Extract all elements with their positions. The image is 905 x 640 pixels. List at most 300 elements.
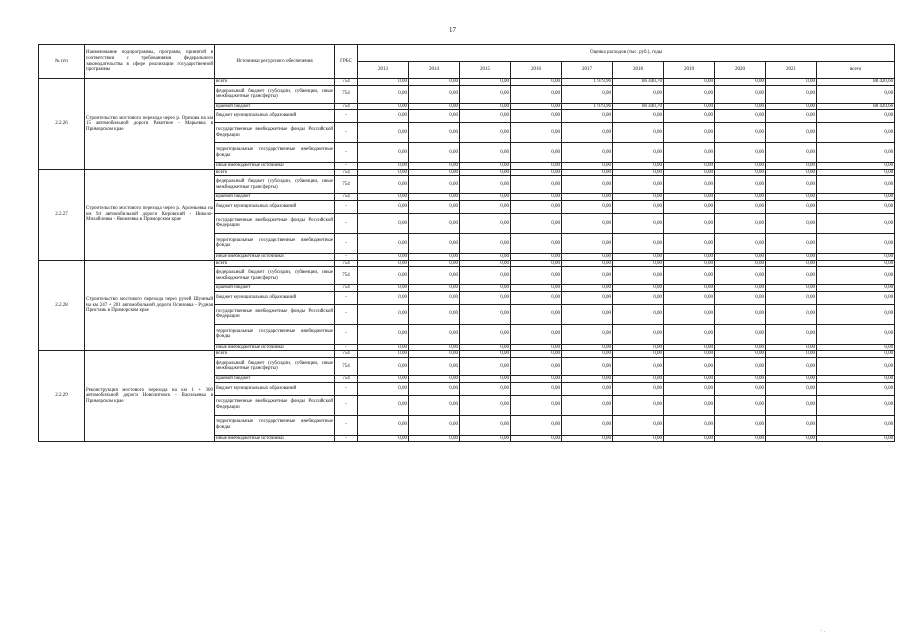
funding-source: государственные внебюджетные фонды Российской Федерации: [215, 213, 335, 233]
header-year: 2021: [766, 62, 817, 79]
amount-cell: 0,00: [613, 382, 664, 395]
amount-cell: 0,00: [766, 260, 817, 267]
amount-cell: 0,00: [511, 200, 562, 213]
grbs-code: 754: [335, 169, 358, 176]
amount-cell: 0,00: [358, 324, 409, 344]
amount-cell: 0,00: [358, 200, 409, 213]
funding-source: всего: [215, 351, 335, 358]
grbs-code: 754: [335, 285, 358, 292]
amount-cell: 0,00: [460, 304, 511, 324]
amount-cell: 0,00: [766, 110, 817, 123]
amount-cell: 0,00: [409, 375, 460, 382]
amount-cell: 0,00: [460, 291, 511, 304]
amount-cell: 0,00: [409, 351, 460, 358]
amount-cell: 0,00: [460, 324, 511, 344]
amount-cell: 0,00: [715, 103, 766, 110]
amount-cell: 0,00: [562, 123, 613, 143]
funding-source: бюджет муниципальных образований: [215, 382, 335, 395]
funding-source: территориальные государственные внебюджетные фонды: [215, 324, 335, 344]
funding-source: бюджет муниципальных образований: [215, 110, 335, 123]
amount-cell: 0,00: [817, 382, 895, 395]
amount-cell: 0,00: [715, 163, 766, 170]
table-row: [39, 260, 895, 267]
grbs-code: -: [335, 213, 358, 233]
amount-cell: 0,00: [460, 194, 511, 201]
amount-cell: 0,00: [562, 395, 613, 415]
amount-cell: 0,00: [358, 415, 409, 435]
amount-cell: 0,00: [358, 176, 409, 194]
amount-cell: 0,00: [460, 267, 511, 285]
amount-cell: 0,00: [766, 285, 817, 292]
amount-cell: 0,00: [358, 213, 409, 233]
amount-cell: 0,00: [511, 233, 562, 253]
amount-cell: 0,00: [511, 103, 562, 110]
amount-cell: 0,00: [715, 285, 766, 292]
amount-cell: 0,00: [358, 285, 409, 292]
amount-cell: 0,00: [817, 395, 895, 415]
funding-source: федеральный бюджет (субсидии, субвенции, иные межбюджетные трансферты): [215, 176, 335, 194]
amount-cell: 0,00: [409, 79, 460, 86]
amount-cell: 0,00: [358, 435, 409, 442]
amount-cell: 0,00: [817, 351, 895, 358]
header-estimate: Оценка расходов (тыс. руб.), годы: [358, 45, 895, 62]
amount-cell: 0,00: [460, 163, 511, 170]
amount-cell: 0,00: [409, 176, 460, 194]
amount-cell: 1 979,96: [562, 79, 613, 86]
amount-cell: 0,00: [766, 267, 817, 285]
amount-cell: 0,00: [715, 200, 766, 213]
amount-cell: 0,00: [766, 123, 817, 143]
header-year: 2020: [715, 62, 766, 79]
amount-cell: 0,00: [358, 375, 409, 382]
grbs-code: -: [335, 233, 358, 253]
grbs-code: 754: [335, 260, 358, 267]
amount-cell: 0,00: [613, 123, 664, 143]
table-header: [39, 45, 895, 79]
amount-cell: 0,00: [817, 194, 895, 201]
amount-cell: 0,00: [562, 304, 613, 324]
amount-cell: 0,00: [664, 253, 715, 260]
amount-cell: 0,00: [358, 357, 409, 375]
amount-cell: 0,00: [766, 103, 817, 110]
header-year: 2018: [613, 62, 664, 79]
amount-cell: 0,00: [613, 357, 664, 375]
amount-cell: 0,00: [613, 351, 664, 358]
amount-cell: 0,00: [766, 324, 817, 344]
amount-cell: 0,00: [766, 291, 817, 304]
amount-cell: 0,00: [358, 79, 409, 86]
amount-cell: 0,00: [664, 324, 715, 344]
amount-cell: 0,00: [766, 169, 817, 176]
amount-cell: 0,00: [409, 163, 460, 170]
amount-cell: 0,00: [613, 285, 664, 292]
amount-cell: 0,00: [664, 110, 715, 123]
grbs-code: -: [335, 253, 358, 260]
amount-cell: 0,00: [817, 200, 895, 213]
grbs-code: -: [335, 200, 358, 213]
header-year: 2017: [562, 62, 613, 79]
amount-cell: 0,00: [715, 304, 766, 324]
funding-source: краевой бюджет: [215, 103, 335, 110]
amount-cell: 0,00: [664, 344, 715, 351]
funding-source: федеральный бюджет (субсидии, субвенции, иные межбюджетные трансферты): [215, 267, 335, 285]
amount-cell: 0,00: [664, 435, 715, 442]
amount-cell: 0,00: [511, 357, 562, 375]
amount-cell: 0,00: [715, 85, 766, 103]
amount-cell: 0,00: [562, 169, 613, 176]
amount-cell: 0,00: [511, 194, 562, 201]
amount-cell: 0,00: [664, 291, 715, 304]
amount-cell: 0,00: [766, 213, 817, 233]
bottom-mark: · .: [820, 628, 825, 634]
amount-cell: 0,00: [358, 395, 409, 415]
header-year: 2013: [358, 62, 409, 79]
page-number: 17: [449, 26, 456, 34]
amount-cell: 0,00: [511, 304, 562, 324]
amount-cell: 0,00: [460, 435, 511, 442]
amount-cell: 0,00: [511, 213, 562, 233]
header-source: Источники ресурсного обеспечения: [215, 45, 335, 79]
amount-cell: 0,00: [562, 267, 613, 285]
amount-cell: 86 440,70: [613, 103, 664, 110]
amount-cell: 0,00: [766, 304, 817, 324]
amount-cell: 0,00: [460, 382, 511, 395]
amount-cell: 0,00: [409, 169, 460, 176]
funding-source: бюджет муниципальных образований: [215, 200, 335, 213]
amount-cell: 0,00: [715, 375, 766, 382]
amount-cell: 0,00: [358, 233, 409, 253]
grbs-code: -: [335, 163, 358, 170]
amount-cell: 0,00: [613, 85, 664, 103]
amount-cell: 0,00: [562, 415, 613, 435]
amount-cell: 0,00: [817, 344, 895, 351]
amount-cell: 0,00: [664, 415, 715, 435]
amount-cell: 0,00: [613, 200, 664, 213]
amount-cell: 0,00: [409, 304, 460, 324]
amount-cell: 0,00: [409, 291, 460, 304]
amount-cell: 86 440,70: [613, 79, 664, 86]
amount-cell: 0,00: [613, 194, 664, 201]
amount-cell: 0,00: [460, 103, 511, 110]
amount-cell: 0,00: [715, 344, 766, 351]
amount-cell: 0,00: [715, 267, 766, 285]
funding-source: территориальные государственные внебюджетные фонды: [215, 415, 335, 435]
amount-cell: 0,00: [613, 176, 664, 194]
amount-cell: 0,00: [409, 103, 460, 110]
amount-cell: 0,00: [511, 291, 562, 304]
amount-cell: 0,00: [460, 79, 511, 86]
grbs-code: 754: [335, 267, 358, 285]
funding-source: территориальные государственные внебюджетные фонды: [215, 233, 335, 253]
amount-cell: 0,00: [409, 260, 460, 267]
amount-cell: 0,00: [562, 324, 613, 344]
grbs-code: 754: [335, 79, 358, 86]
amount-cell: 0,00: [460, 85, 511, 103]
amount-cell: 88 420,66: [817, 79, 895, 86]
grbs-code: 754: [335, 357, 358, 375]
amount-cell: 0,00: [715, 123, 766, 143]
amount-cell: 0,00: [715, 260, 766, 267]
amount-cell: 0,00: [562, 382, 613, 395]
amount-cell: 0,00: [562, 344, 613, 351]
amount-cell: 0,00: [613, 163, 664, 170]
amount-cell: 0,00: [358, 291, 409, 304]
amount-cell: 0,00: [562, 435, 613, 442]
amount-cell: 0,00: [562, 233, 613, 253]
amount-cell: 0,00: [562, 163, 613, 170]
funding-source: всего: [215, 169, 335, 176]
grbs-code: 754: [335, 351, 358, 358]
grbs-code: -: [335, 435, 358, 442]
header-year: 2016: [511, 62, 562, 79]
amount-cell: 0,00: [511, 169, 562, 176]
amount-cell: 0,00: [460, 415, 511, 435]
amount-cell: 0,00: [664, 304, 715, 324]
amount-cell: 0,00: [358, 143, 409, 163]
amount-cell: 0,00: [664, 382, 715, 395]
amount-cell: 0,00: [511, 110, 562, 123]
amount-cell: 0,00: [511, 435, 562, 442]
amount-cell: 88 420,66: [817, 103, 895, 110]
amount-cell: 0,00: [817, 233, 895, 253]
amount-cell: 0,00: [715, 213, 766, 233]
amount-cell: 0,00: [613, 344, 664, 351]
amount-cell: 0,00: [664, 285, 715, 292]
grbs-code: -: [335, 123, 358, 143]
amount-cell: 0,00: [613, 253, 664, 260]
funding-source: государственные внебюджетные фонды Российской Федерации: [215, 123, 335, 143]
amount-cell: 0,00: [409, 357, 460, 375]
amount-cell: 0,00: [766, 79, 817, 86]
amount-cell: 0,00: [409, 194, 460, 201]
amount-cell: 0,00: [511, 253, 562, 260]
funding-source: государственные внебюджетные фонды Российской Федерации: [215, 304, 335, 324]
amount-cell: 0,00: [409, 123, 460, 143]
amount-cell: 0,00: [766, 351, 817, 358]
amount-cell: 0,00: [511, 163, 562, 170]
amount-cell: 0,00: [715, 143, 766, 163]
amount-cell: 0,00: [562, 291, 613, 304]
amount-cell: 0,00: [664, 260, 715, 267]
amount-cell: 0,00: [766, 163, 817, 170]
amount-cell: 0,00: [715, 357, 766, 375]
amount-cell: 0,00: [511, 324, 562, 344]
amount-cell: 0,00: [766, 194, 817, 201]
amount-cell: 0,00: [460, 176, 511, 194]
amount-cell: 0,00: [766, 253, 817, 260]
amount-cell: 0,00: [613, 304, 664, 324]
amount-cell: 0,00: [817, 304, 895, 324]
amount-cell: 0,00: [409, 324, 460, 344]
amount-cell: 0,00: [409, 415, 460, 435]
amount-cell: 0,00: [358, 123, 409, 143]
funding-source: бюджет муниципальных образований: [215, 291, 335, 304]
amount-cell: 0,00: [715, 395, 766, 415]
item-code: 2.2.29: [39, 351, 85, 442]
header-grbs: ГРБС: [335, 45, 358, 79]
grbs-code: -: [335, 110, 358, 123]
funding-source: всего: [215, 260, 335, 267]
amount-cell: 0,00: [409, 85, 460, 103]
funding-source: государственные внебюджетные фонды Российской Федерации: [215, 395, 335, 415]
amount-cell: 0,00: [817, 176, 895, 194]
amount-cell: 0,00: [664, 213, 715, 233]
amount-cell: 0,00: [817, 143, 895, 163]
amount-cell: 0,00: [715, 169, 766, 176]
amount-cell: 0,00: [613, 435, 664, 442]
amount-cell: 0,00: [511, 79, 562, 86]
amount-cell: 0,00: [460, 123, 511, 143]
amount-cell: 0,00: [766, 375, 817, 382]
amount-cell: 0,00: [562, 85, 613, 103]
amount-cell: 0,00: [613, 110, 664, 123]
grbs-code: -: [335, 344, 358, 351]
table-row: [39, 351, 895, 358]
amount-cell: 0,00: [562, 375, 613, 382]
amount-cell: 0,00: [817, 415, 895, 435]
amount-cell: 0,00: [664, 233, 715, 253]
item-name: Строительство мостового перехода через р. Орехова на км 15 автомобильной дороги Ракитное - Марьевка в Приморском крае: [85, 79, 215, 170]
header-year: 2015: [460, 62, 511, 79]
amount-cell: 0,00: [460, 395, 511, 415]
amount-cell: 0,00: [766, 143, 817, 163]
header-row-main: [39, 45, 895, 62]
amount-cell: 0,00: [358, 169, 409, 176]
amount-cell: 0,00: [817, 435, 895, 442]
amount-cell: 0,00: [613, 143, 664, 163]
budget-table: [38, 44, 895, 442]
amount-cell: 0,00: [358, 103, 409, 110]
grbs-code: 754: [335, 85, 358, 103]
amount-cell: 0,00: [562, 110, 613, 123]
amount-cell: 0,00: [766, 85, 817, 103]
amount-cell: 0,00: [715, 324, 766, 344]
amount-cell: 0,00: [613, 291, 664, 304]
amount-cell: 0,00: [613, 233, 664, 253]
amount-cell: 0,00: [460, 200, 511, 213]
amount-cell: 0,00: [511, 395, 562, 415]
amount-cell: 0,00: [715, 435, 766, 442]
amount-cell: 0,00: [613, 324, 664, 344]
amount-cell: 0,00: [664, 79, 715, 86]
amount-cell: 0,00: [460, 253, 511, 260]
amount-cell: 0,00: [460, 213, 511, 233]
funding-source: федеральный бюджет (субсидии, субвенции, иные межбюджетные трансферты): [215, 85, 335, 103]
amount-cell: 0,00: [511, 260, 562, 267]
funding-source: иные внебюджетные источники: [215, 435, 335, 442]
amount-cell: 0,00: [715, 110, 766, 123]
amount-cell: 0,00: [817, 260, 895, 267]
grbs-code: -: [335, 324, 358, 344]
amount-cell: 0,00: [562, 357, 613, 375]
amount-cell: 0,00: [460, 260, 511, 267]
grbs-code: 754: [335, 176, 358, 194]
amount-cell: 0,00: [613, 415, 664, 435]
amount-cell: 0,00: [766, 344, 817, 351]
amount-cell: 0,00: [664, 200, 715, 213]
amount-cell: 0,00: [664, 357, 715, 375]
amount-cell: 0,00: [664, 351, 715, 358]
amount-cell: 0,00: [715, 382, 766, 395]
amount-cell: 0,00: [460, 110, 511, 123]
amount-cell: 0,00: [664, 375, 715, 382]
amount-cell: 0,00: [562, 260, 613, 267]
amount-cell: 0,00: [409, 395, 460, 415]
amount-cell: 0,00: [715, 291, 766, 304]
header-num: № п/п: [39, 45, 85, 79]
amount-cell: 0,00: [715, 253, 766, 260]
amount-cell: 0,00: [511, 415, 562, 435]
amount-cell: 0,00: [358, 85, 409, 103]
amount-cell: 0,00: [562, 351, 613, 358]
amount-cell: 0,00: [766, 357, 817, 375]
grbs-code: 754: [335, 103, 358, 110]
amount-cell: 0,00: [511, 85, 562, 103]
amount-cell: 0,00: [409, 213, 460, 233]
amount-cell: 0,00: [766, 200, 817, 213]
amount-cell: 0,00: [817, 123, 895, 143]
amount-cell: 0,00: [460, 233, 511, 253]
table-row: [39, 169, 895, 176]
amount-cell: 0,00: [562, 194, 613, 201]
amount-cell: 0,00: [358, 267, 409, 285]
amount-cell: 0,00: [817, 110, 895, 123]
amount-cell: 0,00: [409, 233, 460, 253]
amount-cell: 0,00: [715, 233, 766, 253]
amount-cell: 0,00: [358, 110, 409, 123]
amount-cell: 0,00: [409, 253, 460, 260]
amount-cell: 0,00: [511, 123, 562, 143]
amount-cell: 0,00: [358, 163, 409, 170]
funding-source: краевой бюджет: [215, 285, 335, 292]
grbs-code: -: [335, 291, 358, 304]
grbs-code: -: [335, 395, 358, 415]
amount-cell: 0,00: [664, 267, 715, 285]
funding-source: территориальные государственные внебюджетные фонды: [215, 143, 335, 163]
amount-cell: 0,00: [358, 253, 409, 260]
amount-cell: 0,00: [511, 375, 562, 382]
amount-cell: 0,00: [664, 143, 715, 163]
funding-source: иные внебюджетные источники: [215, 344, 335, 351]
amount-cell: 0,00: [613, 169, 664, 176]
header-name: Наименование подпрограммы, программ, принятой в соответствии с требованиями федерального законодательства в сфере реализации государственной программы: [85, 45, 215, 79]
amount-cell: 0,00: [460, 285, 511, 292]
amount-cell: 0,00: [562, 213, 613, 233]
grbs-code: -: [335, 415, 358, 435]
amount-cell: 0,00: [562, 176, 613, 194]
amount-cell: 0,00: [715, 176, 766, 194]
amount-cell: 0,00: [613, 395, 664, 415]
item-name: Строительство мостового перехода через р. Арсеньевка на км 94 автомобильной дороги Кировский - Николо-Михайловка - Яковлевка в Приморском крае: [85, 169, 215, 260]
amount-cell: 0,00: [817, 85, 895, 103]
amount-cell: 0,00: [511, 285, 562, 292]
amount-cell: 0,00: [664, 163, 715, 170]
amount-cell: 0,00: [613, 267, 664, 285]
amount-cell: 0,00: [358, 304, 409, 324]
amount-cell: 0,00: [511, 351, 562, 358]
grbs-code: 754: [335, 375, 358, 382]
amount-cell: 0,00: [511, 344, 562, 351]
item-name: Реконструкция мостового перехода на км 1 + 300 автомобильной дороги Новолитовск - Васильевка в Приморском крае: [85, 351, 215, 442]
header-year: 2014: [409, 62, 460, 79]
amount-cell: 0,00: [409, 143, 460, 163]
amount-cell: 0,00: [664, 176, 715, 194]
funding-source: краевой бюджет: [215, 194, 335, 201]
amount-cell: 0,00: [358, 194, 409, 201]
amount-cell: 0,00: [664, 169, 715, 176]
funding-source: иные внебюджетные источники: [215, 163, 335, 170]
amount-cell: 0,00: [664, 194, 715, 201]
